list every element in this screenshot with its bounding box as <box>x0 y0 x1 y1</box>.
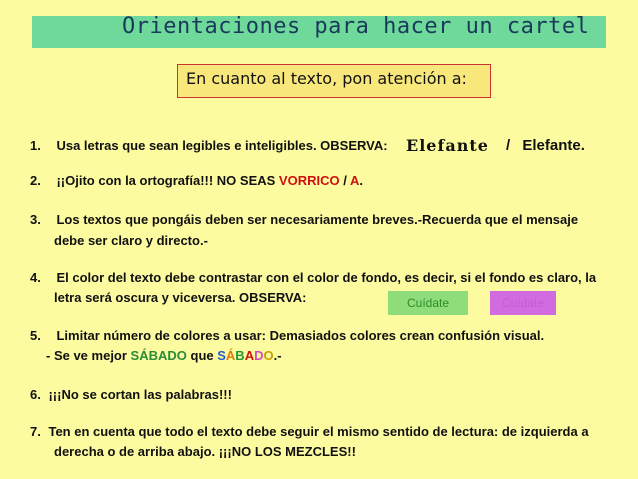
item-7-line-2: derecha o de arriba abajo. ¡¡¡NO LOS MEZCLES!! <box>54 444 356 459</box>
single-color-word: SÁBADO <box>130 348 187 363</box>
misspelled-letter: A <box>349 173 360 188</box>
item-2 <box>30 173 363 188</box>
multi-letter: D <box>254 348 264 363</box>
multi-letter: B <box>235 348 245 363</box>
multi-color-word <box>217 348 273 363</box>
item-5-text-1: Limitar número de colores a usar: Demasiados colores crean confusión visual. <box>56 328 545 343</box>
multi-letter: A <box>244 348 255 363</box>
item-5-end: .- <box>273 348 282 363</box>
contrast-good-swatch: Cuídate <box>388 291 468 315</box>
item-5-middle: que <box>186 348 218 363</box>
example-legible <box>506 137 585 154</box>
item-4-line-1 <box>30 270 596 285</box>
multi-letter: O <box>263 348 274 363</box>
item-3-number: 3. <box>30 212 41 227</box>
subtitle: En cuanto al texto, pon atención a: <box>186 69 467 88</box>
item-4-text-1: El color del texto debe contrastar con el color de fondo, es decir, si el fondo es claro, la <box>56 270 597 285</box>
item-4-line-2: letra será oscura y viceversa. OBSERVA: <box>54 290 307 305</box>
item-2-text: ¡¡Ojito con la ortografía!!! NO SEAS <box>56 173 279 188</box>
example-illegible-text: Elefante <box>406 136 489 155</box>
item-5-line-1 <box>30 328 544 343</box>
item-5-prefix: - Se ve mejor <box>46 348 131 363</box>
page-title: Orientaciones para hacer un cartel <box>122 14 590 39</box>
item-5-number: 5. <box>30 328 41 343</box>
multi-letter: S <box>217 348 226 363</box>
item-3-line-1 <box>30 212 578 227</box>
example-legible-text: Elefante. <box>522 137 585 154</box>
multi-letter: Á <box>225 348 236 363</box>
item-6-number: 6. <box>30 387 41 402</box>
item-4-number: 4. <box>30 270 41 285</box>
item-2-end: . <box>359 173 363 188</box>
item-2-slash: / <box>339 173 350 188</box>
item-7-number: 7. <box>30 424 41 439</box>
item-1-text: Usa letras que sean legibles e inteligibles. OBSERVA: <box>56 138 388 153</box>
example-separator: / <box>506 137 511 154</box>
item-6 <box>30 387 232 402</box>
item-7-text-1: Ten en cuenta que todo el texto debe seguir el mismo sentido de lectura: de izquierda a <box>48 424 589 439</box>
item-3-line-2: debe ser claro y directo.- <box>54 233 208 248</box>
item-6-text: ¡¡¡No se cortan las palabras!!! <box>48 387 232 402</box>
item-7-line-1 <box>30 424 589 439</box>
item-5-line-2 <box>46 348 282 363</box>
item-2-number: 2. <box>30 173 41 188</box>
item-3-text-1: Los textos que pongáis deben ser necesariamente breves.-Recuerda que el mensaje <box>56 212 579 227</box>
item-1 <box>30 138 388 153</box>
item-1-number: 1. <box>30 138 41 153</box>
example-illegible <box>406 136 489 155</box>
contrast-bad-swatch: Cuídate <box>490 291 556 315</box>
misspelled-word: VORRICO <box>278 173 340 188</box>
